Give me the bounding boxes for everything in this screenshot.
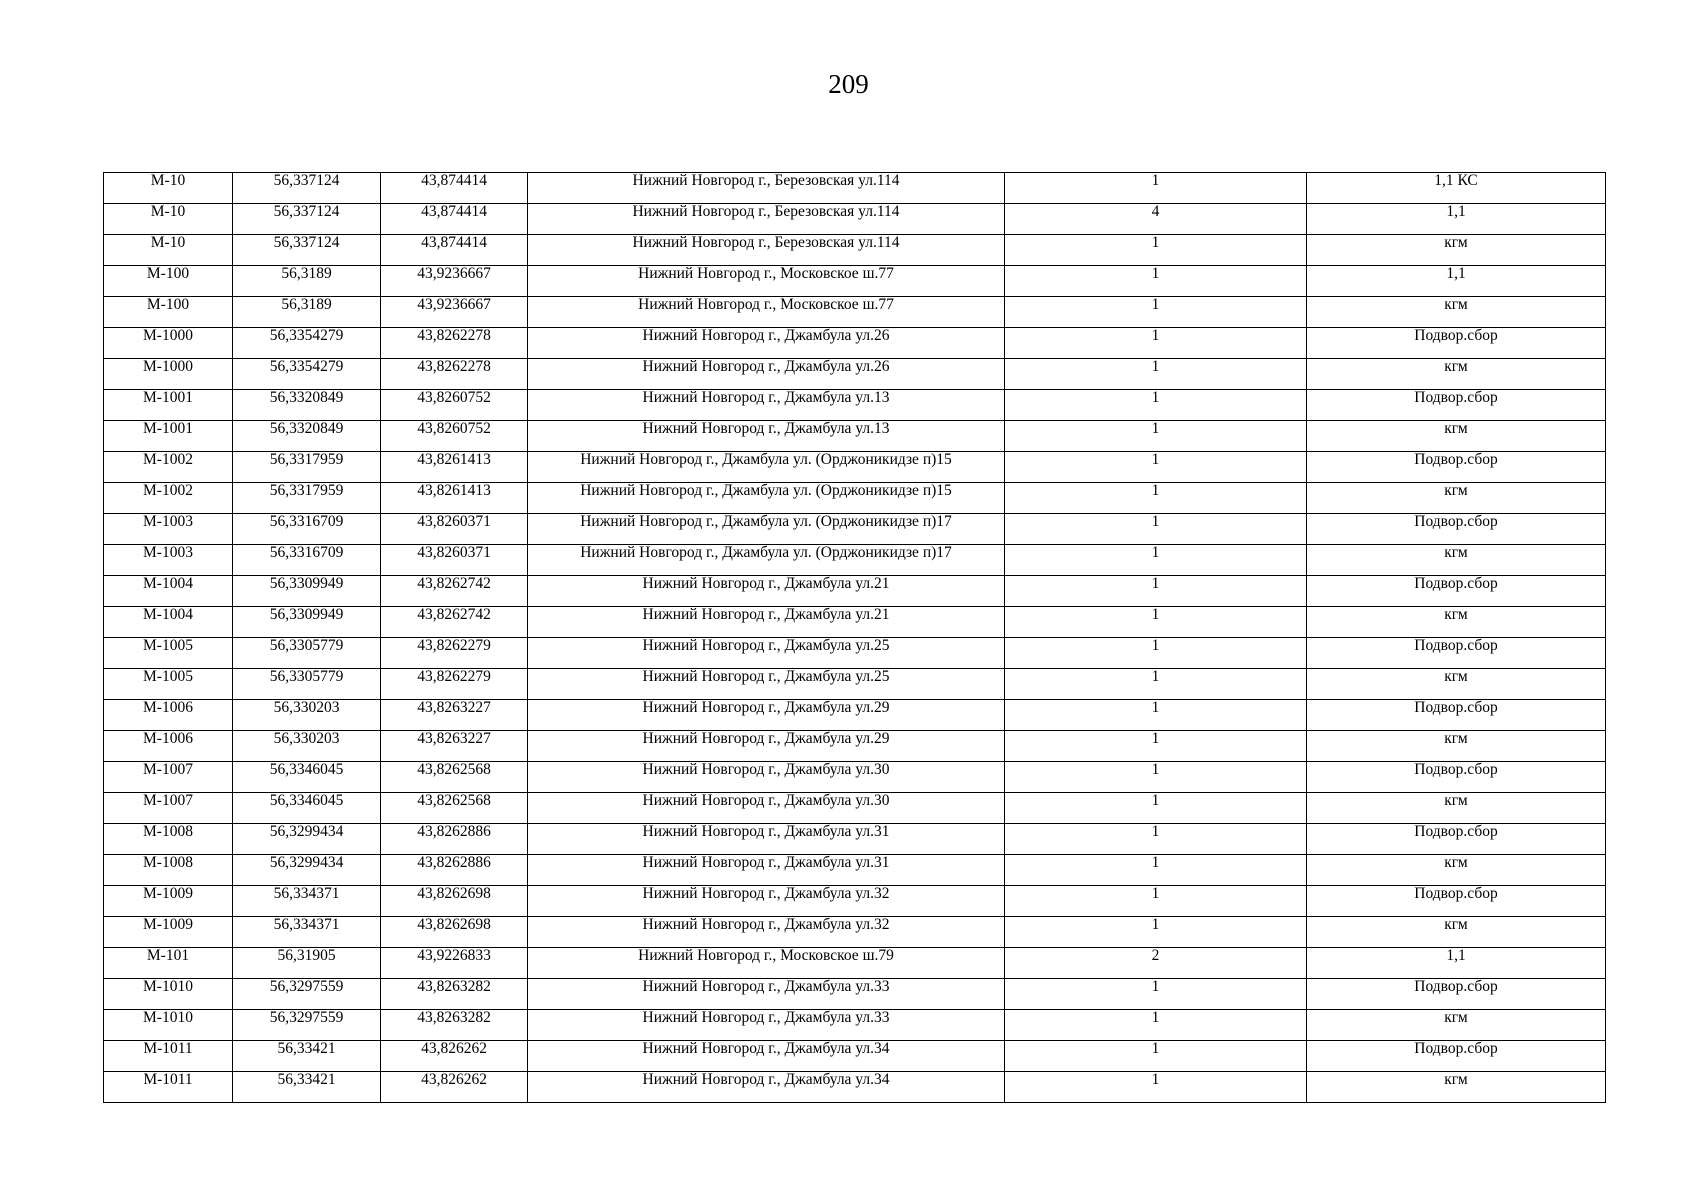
- cell-address: Нижний Новгород г., Московское ш.79: [528, 948, 1005, 979]
- table-row: [104, 824, 1606, 855]
- cell-longitude: 43,8262886: [381, 824, 528, 855]
- cell-type: кгм: [1307, 297, 1606, 328]
- cell-id: М-1011: [104, 1072, 233, 1103]
- cell-type: Подвор.сбор: [1307, 762, 1606, 793]
- cell-id: М-10: [104, 204, 233, 235]
- cell-id: М-1005: [104, 638, 233, 669]
- cell-longitude: 43,8263282: [381, 979, 528, 1010]
- cell-latitude: 56,3299434: [233, 855, 381, 886]
- cell-type: кгм: [1307, 483, 1606, 514]
- cell-quantity: 1: [1005, 917, 1307, 948]
- cell-quantity: 1: [1005, 1010, 1307, 1041]
- cell-id: М-10: [104, 173, 233, 204]
- table-row: [104, 452, 1606, 483]
- cell-type: Подвор.сбор: [1307, 452, 1606, 483]
- cell-id: М-1007: [104, 793, 233, 824]
- cell-address: Нижний Новгород г., Березовская ул.114: [528, 173, 1005, 204]
- table-row: [104, 545, 1606, 576]
- cell-latitude: 56,33421: [233, 1041, 381, 1072]
- cell-address: Нижний Новгород г., Джамбула ул.31: [528, 855, 1005, 886]
- cell-quantity: 1: [1005, 235, 1307, 266]
- cell-longitude: 43,9236667: [381, 266, 528, 297]
- table-row: [104, 1010, 1606, 1041]
- cell-address: Нижний Новгород г., Джамбула ул.29: [528, 731, 1005, 762]
- cell-latitude: 56,3297559: [233, 979, 381, 1010]
- cell-longitude: 43,8260752: [381, 421, 528, 452]
- table-row: [104, 762, 1606, 793]
- cell-quantity: 1: [1005, 855, 1307, 886]
- cell-type: кгм: [1307, 235, 1606, 266]
- cell-address: Нижний Новгород г., Джамбула ул. (Орджоникидзе п)17: [528, 545, 1005, 576]
- cell-address: Нижний Новгород г., Джамбула ул.13: [528, 390, 1005, 421]
- cell-quantity: 1: [1005, 297, 1307, 328]
- cell-latitude: 56,3299434: [233, 824, 381, 855]
- table-row: [104, 669, 1606, 700]
- cell-latitude: 56,3320849: [233, 390, 381, 421]
- cell-type: Подвор.сбор: [1307, 576, 1606, 607]
- table-row: [104, 266, 1606, 297]
- cell-latitude: 56,3305779: [233, 669, 381, 700]
- cell-type: кгм: [1307, 1010, 1606, 1041]
- cell-address: Нижний Новгород г., Джамбула ул.21: [528, 607, 1005, 638]
- cell-latitude: 56,337124: [233, 173, 381, 204]
- page-number: 209: [828, 69, 869, 99]
- cell-type: 1,1 КС: [1307, 173, 1606, 204]
- cell-address: Нижний Новгород г., Джамбула ул.13: [528, 421, 1005, 452]
- table-row: [104, 576, 1606, 607]
- cell-latitude: 56,3316709: [233, 514, 381, 545]
- cell-type: Подвор.сбор: [1307, 824, 1606, 855]
- cell-address: Нижний Новгород г., Джамбула ул.31: [528, 824, 1005, 855]
- cell-type: кгм: [1307, 421, 1606, 452]
- cell-longitude: 43,826262: [381, 1041, 528, 1072]
- cell-type: Подвор.сбор: [1307, 700, 1606, 731]
- cell-longitude: 43,8262279: [381, 638, 528, 669]
- cell-longitude: 43,8262886: [381, 855, 528, 886]
- cell-type: кгм: [1307, 731, 1606, 762]
- cell-longitude: 43,8262742: [381, 576, 528, 607]
- cell-quantity: 1: [1005, 390, 1307, 421]
- cell-type: Подвор.сбор: [1307, 514, 1606, 545]
- cell-longitude: 43,874414: [381, 173, 528, 204]
- cell-latitude: 56,3317959: [233, 483, 381, 514]
- cell-quantity: 1: [1005, 328, 1307, 359]
- cell-longitude: 43,8260752: [381, 390, 528, 421]
- table-row: [104, 917, 1606, 948]
- cell-longitude: 43,9236667: [381, 297, 528, 328]
- cell-quantity: 1: [1005, 576, 1307, 607]
- cell-type: Подвор.сбор: [1307, 1041, 1606, 1072]
- table-row: [104, 514, 1606, 545]
- cell-address: Нижний Новгород г., Джамбула ул. (Орджоникидзе п)17: [528, 514, 1005, 545]
- cell-address: Нижний Новгород г., Березовская ул.114: [528, 235, 1005, 266]
- table-row: [104, 855, 1606, 886]
- cell-quantity: 1: [1005, 1041, 1307, 1072]
- table-row: [104, 173, 1606, 204]
- cell-quantity: 1: [1005, 452, 1307, 483]
- cell-type: 1,1: [1307, 204, 1606, 235]
- cell-id: М-1008: [104, 824, 233, 855]
- table-row: [104, 483, 1606, 514]
- cell-latitude: 56,334371: [233, 917, 381, 948]
- table-row: [104, 297, 1606, 328]
- cell-latitude: 56,3309949: [233, 576, 381, 607]
- cell-id: М-10: [104, 235, 233, 266]
- cell-longitude: 43,8263227: [381, 731, 528, 762]
- table-body: [104, 173, 1606, 1103]
- cell-address: Нижний Новгород г., Джамбула ул.25: [528, 638, 1005, 669]
- cell-quantity: 1: [1005, 173, 1307, 204]
- table-row: [104, 948, 1606, 979]
- table-row: [104, 390, 1606, 421]
- table-row: [104, 700, 1606, 731]
- cell-address: Нижний Новгород г., Джамбула ул.26: [528, 328, 1005, 359]
- cell-address: Нижний Новгород г., Джамбула ул.30: [528, 762, 1005, 793]
- cell-address: Нижний Новгород г., Джамбула ул.21: [528, 576, 1005, 607]
- cell-quantity: 2: [1005, 948, 1307, 979]
- cell-type: кгм: [1307, 1072, 1606, 1103]
- table-row: [104, 1041, 1606, 1072]
- cell-address: Нижний Новгород г., Джамбула ул.34: [528, 1072, 1005, 1103]
- cell-id: М-1003: [104, 514, 233, 545]
- cell-longitude: 43,8262742: [381, 607, 528, 638]
- cell-id: М-1004: [104, 576, 233, 607]
- table-row: [104, 607, 1606, 638]
- cell-address: Нижний Новгород г., Московское ш.77: [528, 297, 1005, 328]
- cell-longitude: 43,8260371: [381, 514, 528, 545]
- cell-latitude: 56,334371: [233, 886, 381, 917]
- cell-quantity: 1: [1005, 793, 1307, 824]
- cell-longitude: 43,9226833: [381, 948, 528, 979]
- cell-latitude: 56,3316709: [233, 545, 381, 576]
- cell-type: кгм: [1307, 917, 1606, 948]
- cell-quantity: 1: [1005, 514, 1307, 545]
- cell-type: Подвор.сбор: [1307, 390, 1606, 421]
- cell-quantity: 1: [1005, 266, 1307, 297]
- table-row: [104, 359, 1606, 390]
- cell-type: кгм: [1307, 669, 1606, 700]
- table-row: [104, 1072, 1606, 1103]
- cell-id: М-100: [104, 297, 233, 328]
- cell-longitude: 43,8261413: [381, 483, 528, 514]
- cell-type: кгм: [1307, 855, 1606, 886]
- cell-longitude: 43,8260371: [381, 545, 528, 576]
- cell-type: кгм: [1307, 793, 1606, 824]
- cell-id: М-1004: [104, 607, 233, 638]
- cell-quantity: 1: [1005, 1072, 1307, 1103]
- cell-latitude: 56,3346045: [233, 793, 381, 824]
- cell-longitude: 43,874414: [381, 204, 528, 235]
- cell-address: Нижний Новгород г., Березовская ул.114: [528, 204, 1005, 235]
- cell-quantity: 1: [1005, 979, 1307, 1010]
- cell-latitude: 56,3297559: [233, 1010, 381, 1041]
- cell-address: Нижний Новгород г., Джамбула ул.30: [528, 793, 1005, 824]
- cell-quantity: 1: [1005, 762, 1307, 793]
- cell-quantity: 1: [1005, 700, 1307, 731]
- cell-id: М-1002: [104, 452, 233, 483]
- cell-id: М-1000: [104, 328, 233, 359]
- cell-quantity: 4: [1005, 204, 1307, 235]
- cell-latitude: 56,3309949: [233, 607, 381, 638]
- cell-longitude: 43,874414: [381, 235, 528, 266]
- cell-address: Нижний Новгород г., Джамбула ул. (Орджоникидзе п)15: [528, 483, 1005, 514]
- cell-id: М-1003: [104, 545, 233, 576]
- cell-id: М-1006: [104, 700, 233, 731]
- cell-latitude: 56,3320849: [233, 421, 381, 452]
- cell-latitude: 56,330203: [233, 731, 381, 762]
- cell-id: М-1005: [104, 669, 233, 700]
- cell-type: кгм: [1307, 545, 1606, 576]
- cell-address: Нижний Новгород г., Джамбула ул.26: [528, 359, 1005, 390]
- cell-longitude: 43,826262: [381, 1072, 528, 1103]
- cell-latitude: 56,3346045: [233, 762, 381, 793]
- cell-quantity: 1: [1005, 824, 1307, 855]
- cell-type: Подвор.сбор: [1307, 638, 1606, 669]
- cell-type: 1,1: [1307, 948, 1606, 979]
- cell-longitude: 43,8262278: [381, 359, 528, 390]
- table-row: [104, 793, 1606, 824]
- cell-address: Нижний Новгород г., Джамбула ул.25: [528, 669, 1005, 700]
- cell-quantity: 1: [1005, 731, 1307, 762]
- cell-quantity: 1: [1005, 886, 1307, 917]
- cell-id: М-1001: [104, 390, 233, 421]
- cell-quantity: 1: [1005, 545, 1307, 576]
- table-row: [104, 886, 1606, 917]
- cell-quantity: 1: [1005, 638, 1307, 669]
- cell-address: Нижний Новгород г., Джамбула ул.33: [528, 979, 1005, 1010]
- cell-id: М-1010: [104, 979, 233, 1010]
- table-row: [104, 235, 1606, 266]
- cell-address: Нижний Новгород г., Джамбула ул.32: [528, 917, 1005, 948]
- cell-quantity: 1: [1005, 669, 1307, 700]
- cell-longitude: 43,8263282: [381, 1010, 528, 1041]
- cell-latitude: 56,3317959: [233, 452, 381, 483]
- table-row: [104, 328, 1606, 359]
- cell-longitude: 43,8262568: [381, 793, 528, 824]
- cell-latitude: 56,3305779: [233, 638, 381, 669]
- cell-latitude: 56,3189: [233, 266, 381, 297]
- cell-latitude: 56,33421: [233, 1072, 381, 1103]
- cell-latitude: 56,337124: [233, 204, 381, 235]
- cell-type: Подвор.сбор: [1307, 979, 1606, 1010]
- cell-id: М-1010: [104, 1010, 233, 1041]
- cell-address: Нижний Новгород г., Джамбула ул.34: [528, 1041, 1005, 1072]
- cell-longitude: 43,8262568: [381, 762, 528, 793]
- cell-longitude: 43,8262278: [381, 328, 528, 359]
- cell-address: Нижний Новгород г., Джамбула ул.33: [528, 1010, 1005, 1041]
- cell-id: М-100: [104, 266, 233, 297]
- cell-id: М-1000: [104, 359, 233, 390]
- cell-latitude: 56,3354279: [233, 328, 381, 359]
- cell-type: Подвор.сбор: [1307, 328, 1606, 359]
- cell-address: Нижний Новгород г., Московское ш.77: [528, 266, 1005, 297]
- cell-id: М-101: [104, 948, 233, 979]
- cell-longitude: 43,8262698: [381, 917, 528, 948]
- table-row: [104, 638, 1606, 669]
- cell-longitude: 43,8263227: [381, 700, 528, 731]
- cell-quantity: 1: [1005, 421, 1307, 452]
- cell-id: М-1011: [104, 1041, 233, 1072]
- cell-longitude: 43,8261413: [381, 452, 528, 483]
- cell-id: М-1009: [104, 917, 233, 948]
- table-row: [104, 421, 1606, 452]
- cell-id: М-1001: [104, 421, 233, 452]
- cell-address: Нижний Новгород г., Джамбула ул.32: [528, 886, 1005, 917]
- cell-latitude: 56,3354279: [233, 359, 381, 390]
- cell-longitude: 43,8262698: [381, 886, 528, 917]
- cell-id: М-1007: [104, 762, 233, 793]
- cell-id: М-1008: [104, 855, 233, 886]
- table-row: [104, 731, 1606, 762]
- cell-latitude: 56,31905: [233, 948, 381, 979]
- cell-type: кгм: [1307, 359, 1606, 390]
- cell-longitude: 43,8262279: [381, 669, 528, 700]
- cell-id: М-1002: [104, 483, 233, 514]
- cell-latitude: 56,3189: [233, 297, 381, 328]
- cell-latitude: 56,337124: [233, 235, 381, 266]
- cell-quantity: 1: [1005, 607, 1307, 638]
- cell-type: Подвор.сбор: [1307, 886, 1606, 917]
- cell-id: М-1009: [104, 886, 233, 917]
- table-row: [104, 979, 1606, 1010]
- cell-quantity: 1: [1005, 483, 1307, 514]
- cell-type: 1,1: [1307, 266, 1606, 297]
- cell-id: М-1006: [104, 731, 233, 762]
- cell-latitude: 56,330203: [233, 700, 381, 731]
- cell-address: Нижний Новгород г., Джамбула ул.29: [528, 700, 1005, 731]
- table-row: [104, 204, 1606, 235]
- cell-quantity: 1: [1005, 359, 1307, 390]
- data-table: [103, 172, 1606, 1103]
- cell-address: Нижний Новгород г., Джамбула ул. (Орджоникидзе п)15: [528, 452, 1005, 483]
- cell-type: кгм: [1307, 607, 1606, 638]
